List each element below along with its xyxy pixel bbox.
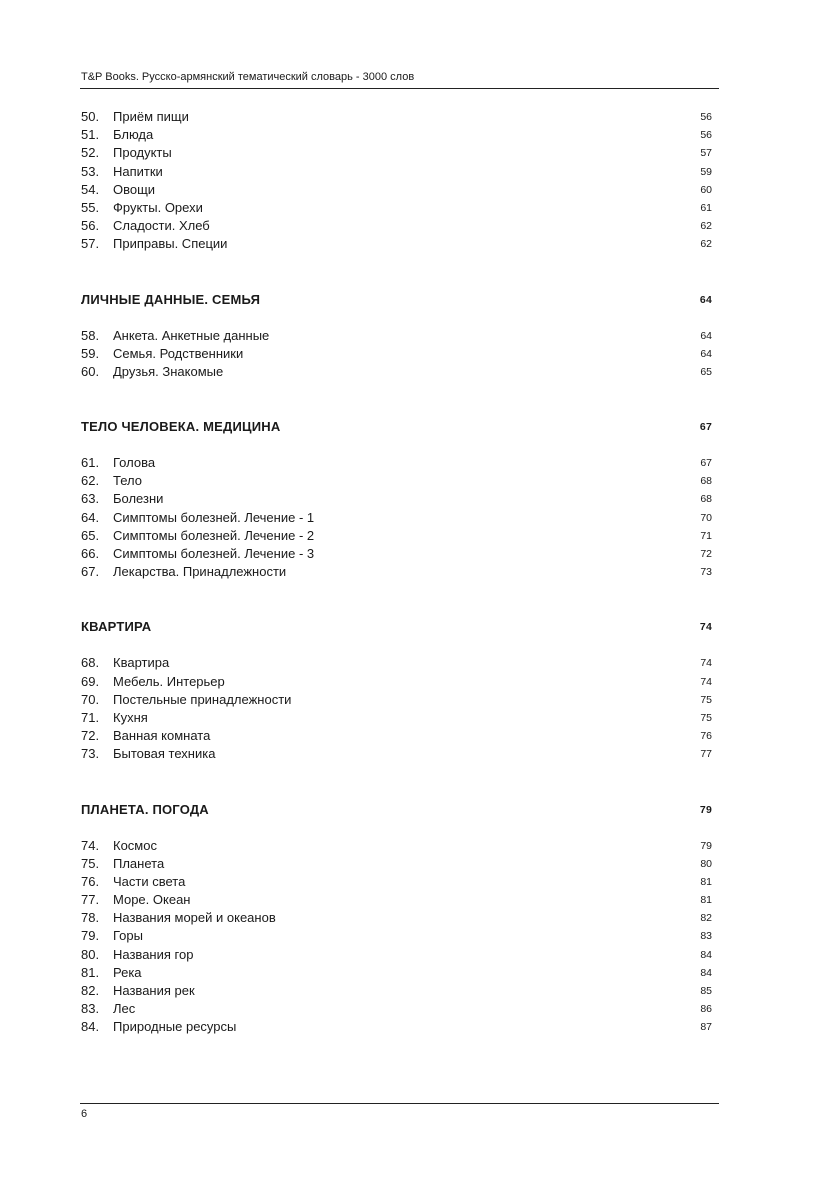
- section-page: 64: [699, 293, 712, 306]
- entry-page: 76: [700, 730, 712, 743]
- toc-entry[interactable]: [81, 727, 712, 745]
- entry-title: Части света: [113, 873, 186, 889]
- page-number: 6: [81, 1108, 88, 1120]
- section-heading[interactable]: [81, 290, 712, 310]
- entry-page: 81: [700, 894, 712, 907]
- toc-entry[interactable]: [81, 181, 712, 199]
- entry-number: 77.: [81, 892, 100, 908]
- section-title: ТЕЛО ЧЕЛОВЕКА. МЕДИЦИНА: [81, 419, 281, 435]
- entry-page: 61: [700, 201, 712, 214]
- toc-entry[interactable]: [81, 490, 712, 508]
- running-header: T&P Books. Русско-армянский тематический словарь - 3000 слов: [81, 71, 415, 83]
- toc-entry[interactable]: [81, 563, 712, 581]
- entry-page: 64: [700, 329, 712, 342]
- entry-number: 79.: [81, 928, 100, 944]
- entry-title: Названия морей и океанов: [113, 910, 276, 926]
- section-title: ПЛАНЕТА. ПОГОДА: [81, 801, 209, 817]
- toc-entry[interactable]: [81, 509, 712, 527]
- entry-number: 69.: [81, 673, 100, 689]
- entry-number: 63.: [81, 491, 100, 507]
- entry-number: 74.: [81, 837, 100, 853]
- entry-number: 76.: [81, 873, 100, 889]
- entry-page: 67: [700, 457, 712, 470]
- entry-title: Бытовая техника: [113, 746, 216, 762]
- entry-page: 84: [700, 966, 712, 979]
- toc-entry[interactable]: [81, 108, 712, 126]
- entry-number: 62.: [81, 473, 100, 489]
- entry-title: Симптомы болезней. Лечение - 1: [113, 509, 315, 525]
- entry-number: 71.: [81, 709, 100, 725]
- entry-title: Море. Океан: [113, 892, 191, 908]
- entry-number: 80.: [81, 946, 100, 962]
- toc-entry[interactable]: [81, 1018, 712, 1036]
- entry-page: 82: [700, 912, 712, 925]
- entry-page: 77: [700, 748, 712, 761]
- entry-title: Друзья. Знакомые: [113, 363, 224, 379]
- entry-page: 75: [700, 693, 712, 706]
- section-heading[interactable]: [81, 800, 712, 820]
- toc-entry[interactable]: [81, 691, 712, 709]
- toc-entry[interactable]: [81, 472, 712, 490]
- entry-title: Приём пищи: [113, 109, 189, 124]
- entry-page: 65: [700, 365, 712, 378]
- section-page: 79: [699, 803, 712, 816]
- entry-title: Фрукты. Орехи: [113, 199, 203, 215]
- entry-title: Лекарства. Принадлежности: [113, 564, 287, 580]
- table-of-contents: [81, 108, 712, 1037]
- entry-page: 74: [700, 675, 712, 688]
- entry-number: 84.: [81, 1019, 100, 1035]
- header-rule: [80, 88, 719, 89]
- toc-entry[interactable]: [81, 345, 712, 363]
- entry-page: 75: [700, 711, 712, 724]
- footer-rule: [80, 1103, 719, 1104]
- section-heading[interactable]: [81, 417, 712, 437]
- entry-page: 62: [700, 238, 712, 251]
- entry-page: 68: [700, 493, 712, 506]
- entry-number: 57.: [81, 236, 100, 252]
- entry-page: 57: [700, 147, 712, 160]
- entry-title: Продукты: [113, 145, 172, 161]
- entry-title: Блюда: [113, 127, 154, 143]
- entry-number: 54.: [81, 181, 100, 197]
- entry-page: 73: [700, 566, 712, 579]
- entry-title: Квартира: [113, 655, 170, 671]
- toc-entry[interactable]: [81, 982, 712, 1000]
- entry-title: Напитки: [113, 163, 163, 179]
- entry-page: 72: [700, 548, 712, 560]
- entry-number: 81.: [81, 964, 100, 980]
- entry-page: 68: [700, 475, 712, 488]
- section-title: ЛИЧНЫЕ ДАННЫЕ. СЕМЬЯ: [81, 291, 261, 307]
- entry-number: 78.: [81, 910, 100, 926]
- entry-number: 52.: [81, 145, 100, 161]
- entry-title: Лес: [113, 1001, 136, 1017]
- entry-title: Болезни: [113, 491, 164, 507]
- toc-entry[interactable]: [81, 873, 712, 891]
- entry-page: 56: [700, 111, 712, 123]
- entry-number: 64.: [81, 509, 100, 525]
- entry-number: 70.: [81, 691, 100, 707]
- entry-number: 56.: [81, 218, 100, 234]
- entry-title: Постельные принадлежности: [113, 691, 292, 707]
- entry-page: 56: [700, 129, 712, 142]
- entry-page: 59: [700, 165, 712, 178]
- entry-number: 61.: [81, 455, 100, 471]
- entry-number: 65.: [81, 527, 100, 543]
- entry-title: Река: [113, 964, 142, 980]
- toc-entry[interactable]: [81, 327, 712, 345]
- toc-entry[interactable]: [81, 709, 712, 727]
- toc-entry[interactable]: [81, 126, 712, 144]
- toc-entry[interactable]: [81, 909, 712, 927]
- entry-number: 83.: [81, 1001, 100, 1017]
- entry-title: Голова: [113, 455, 156, 471]
- toc-entry[interactable]: [81, 527, 712, 545]
- entry-page: 62: [700, 220, 712, 233]
- entry-page: 85: [700, 985, 712, 997]
- toc-entry[interactable]: [81, 946, 712, 964]
- entry-title: Приправы. Специи: [113, 236, 228, 252]
- entry-page: 74: [700, 657, 712, 670]
- entry-number: 58.: [81, 327, 100, 343]
- entry-page: 64: [700, 347, 712, 360]
- entry-number: 73.: [81, 746, 100, 762]
- toc-entry[interactable]: [81, 199, 712, 217]
- entry-page: 71: [700, 529, 712, 542]
- entry-title: Названия рек: [113, 983, 195, 998]
- entry-number: 68.: [81, 655, 100, 671]
- entry-title: Горы: [113, 928, 143, 944]
- entry-number: 60.: [81, 363, 100, 379]
- toc-entry[interactable]: [81, 855, 712, 873]
- entry-number: 55.: [81, 199, 100, 215]
- entry-title: Названия гор: [113, 946, 194, 962]
- toc-entry[interactable]: [81, 235, 712, 253]
- entry-title: Семья. Родственники: [113, 345, 244, 361]
- toc-entry[interactable]: [81, 545, 712, 563]
- entry-title: Мебель. Интерьер: [113, 673, 225, 689]
- toc-entry[interactable]: [81, 217, 712, 235]
- toc-entry[interactable]: [81, 837, 712, 855]
- entry-number: 59.: [81, 345, 100, 361]
- toc-entry[interactable]: [81, 654, 712, 672]
- entry-number: 50.: [81, 109, 100, 124]
- section-title: КВАРТИРА: [81, 619, 152, 635]
- entry-number: 53.: [81, 163, 100, 179]
- entry-number: 67.: [81, 564, 100, 580]
- entry-title: Космос: [113, 837, 157, 853]
- toc-entry[interactable]: [81, 745, 712, 763]
- entry-title: Кухня: [113, 709, 148, 725]
- toc-entry[interactable]: [81, 363, 712, 381]
- toc-entry[interactable]: [81, 891, 712, 909]
- entry-page: 87: [700, 1021, 712, 1034]
- entry-page: 60: [700, 183, 712, 196]
- toc-entry[interactable]: [81, 163, 712, 181]
- toc-entry[interactable]: [81, 454, 712, 472]
- section-heading[interactable]: [81, 617, 712, 637]
- entry-page: 70: [700, 511, 712, 524]
- toc-entry[interactable]: [81, 673, 712, 691]
- entry-page: 79: [700, 839, 712, 852]
- toc-entry[interactable]: [81, 964, 712, 982]
- toc-entry[interactable]: [81, 927, 712, 945]
- entry-page: 86: [700, 1003, 712, 1016]
- entry-title: Анкета. Анкетные данные: [113, 327, 270, 343]
- entry-title: Симптомы болезней. Лечение - 2: [113, 527, 315, 543]
- section-page: 74: [699, 621, 712, 634]
- entry-number: 66.: [81, 546, 100, 561]
- entry-title: Овощи: [113, 181, 156, 197]
- entry-page: 80: [700, 857, 712, 870]
- entry-number: 75.: [81, 855, 100, 871]
- entry-title: Планета: [113, 855, 165, 871]
- section-page: 67: [699, 421, 712, 434]
- entry-number: 51.: [81, 127, 100, 143]
- entry-title: Тело: [113, 473, 142, 489]
- entry-title: Природные ресурсы: [113, 1019, 237, 1035]
- entry-title: Сладости. Хлеб: [113, 218, 210, 234]
- entry-number: 72.: [81, 728, 100, 744]
- entry-title: Симптомы болезней. Лечение - 3: [113, 546, 315, 561]
- entry-title: Ванная комната: [113, 728, 211, 744]
- entry-number: 82.: [81, 983, 100, 998]
- toc-entry[interactable]: [81, 1000, 712, 1018]
- entry-page: 81: [700, 875, 712, 888]
- entry-page: 83: [700, 930, 712, 943]
- toc-entry[interactable]: [81, 144, 712, 162]
- entry-page: 84: [700, 948, 712, 961]
